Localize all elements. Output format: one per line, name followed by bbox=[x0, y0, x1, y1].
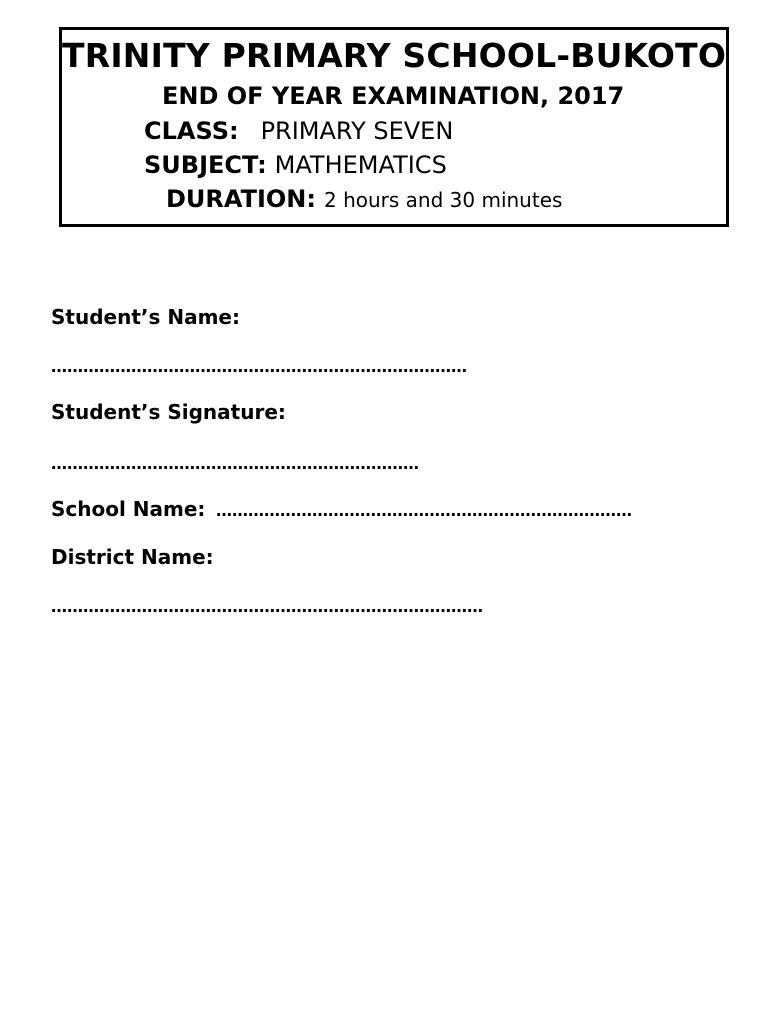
duration-value: 2 hours and 30 minutes bbox=[324, 188, 563, 212]
student-signature-label: Student’s Signature: bbox=[51, 400, 286, 424]
student-signature-line[interactable]: …………………………………………………………… bbox=[51, 454, 419, 473]
school-name-line[interactable]: …………………………………………………………………… bbox=[216, 501, 632, 520]
district-name-line[interactable]: ……………………………………………………………………… bbox=[51, 597, 483, 616]
subject-value: MATHEMATICS bbox=[274, 151, 447, 179]
exam-title: END OF YEAR EXAMINATION, 2017 bbox=[162, 82, 625, 110]
class-value: PRIMARY SEVEN bbox=[260, 117, 454, 145]
duration-label: DURATION: bbox=[166, 185, 316, 213]
student-name-label: Student’s Name: bbox=[51, 305, 240, 329]
class-label: CLASS: bbox=[144, 117, 239, 145]
subject-label: SUBJECT: bbox=[144, 151, 267, 179]
exam-header-box bbox=[59, 27, 729, 227]
school-name-title: TRINITY PRIMARY SCHOOL-BUKOTO bbox=[62, 36, 727, 75]
district-name-label: District Name: bbox=[51, 545, 214, 569]
class-line bbox=[144, 117, 453, 145]
school-name-label: School Name: bbox=[51, 497, 206, 521]
student-name-line[interactable]: …………………………………………………………………… bbox=[51, 357, 467, 376]
subject-line bbox=[144, 151, 447, 179]
duration-line bbox=[166, 185, 562, 213]
